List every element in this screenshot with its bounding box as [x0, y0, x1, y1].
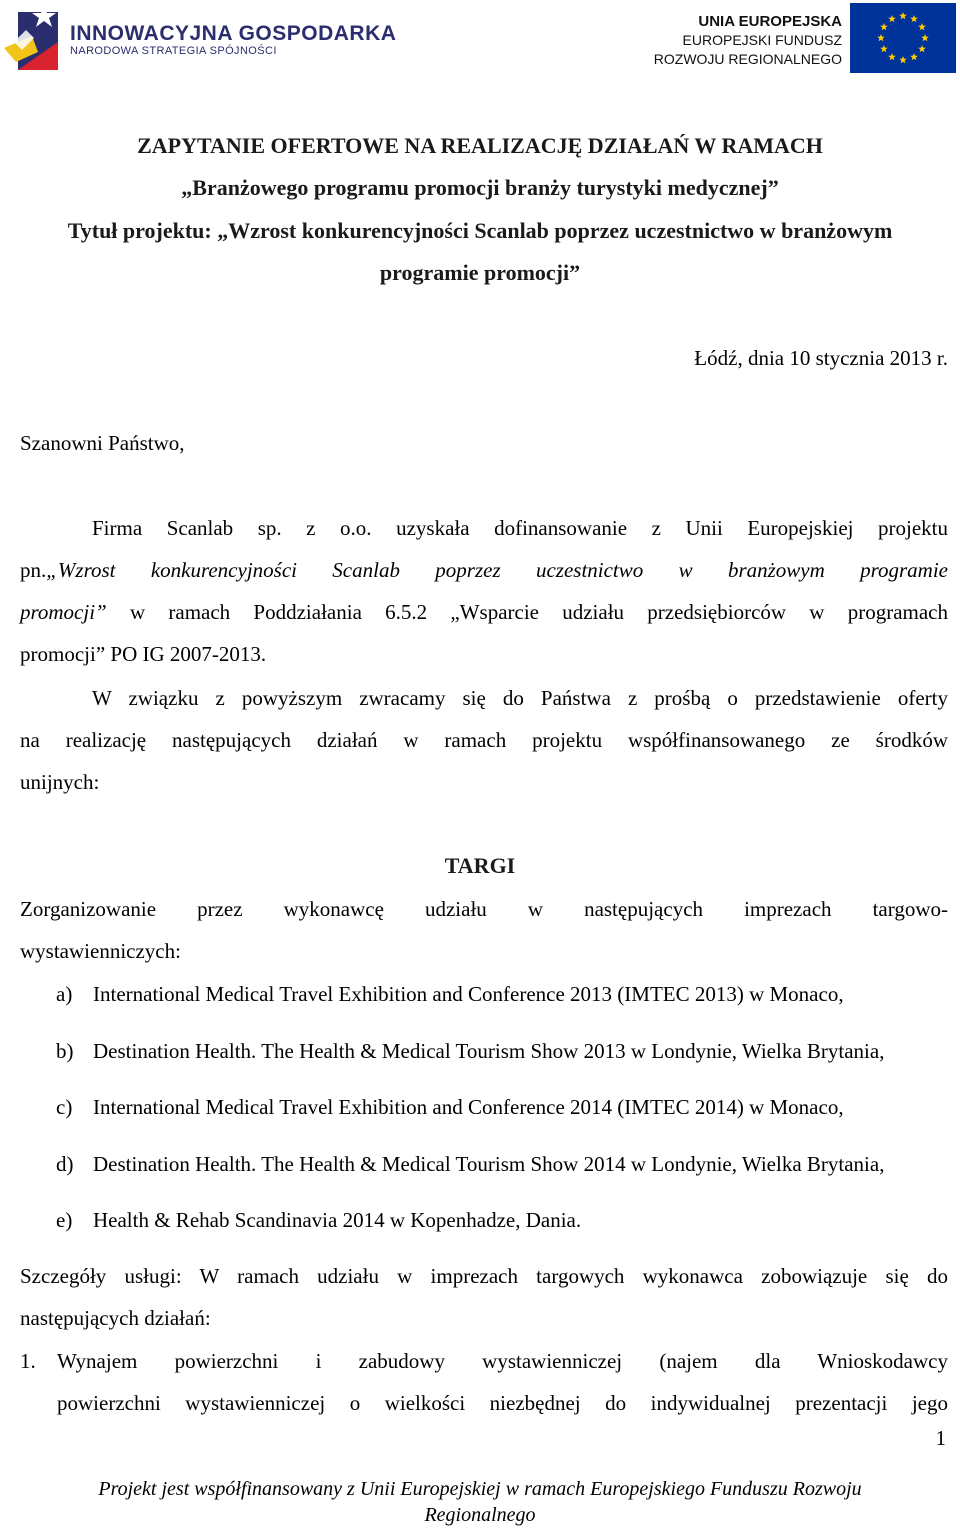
numbered-line-1: Wynajem powierzchni i zabudowy wystawienniczej (najem dla Wnioskodawcy	[57, 1349, 948, 1373]
salutation: Szanowni Państwo,	[20, 431, 185, 455]
document-date: Łódź, dnia 10 stycznia 2013 r.	[694, 346, 948, 370]
project-title-end: promocji”	[20, 600, 107, 624]
title-line-3: Tytuł projektu: „Wzrost konkurencyjności Scanlab poprzez uczestnictwo w branżowym	[67, 218, 893, 243]
event-label: c)	[56, 1095, 73, 1119]
ig-logo-title: INNOWACYJNA GOSPODARKA	[70, 22, 397, 45]
innowacyjna-gospodarka-logo-icon	[4, 2, 62, 72]
numbered-text	[57, 1340, 948, 1424]
event-label: e)	[56, 1208, 73, 1232]
eu-logo-text	[654, 12, 842, 69]
footer-line-2: Regionalnego	[424, 1504, 536, 1526]
page-number: 1	[935, 1426, 946, 1450]
intro-line-3	[20, 591, 948, 633]
footer-line-1: Projekt jest współfinansowany z Unii Europejskiej w ramach Europejskiego Funduszu Rozwoju	[98, 1478, 862, 1500]
event-item-c	[56, 1093, 948, 1121]
event-item-a	[56, 980, 948, 1008]
intro-line-1: Firma Scanlab sp. z o.o. uzyskała dofinansowanie z Unii Europejskiej projektu	[92, 516, 948, 540]
intro-paragraph	[20, 507, 948, 675]
ig-logo-subtitle: NARODOWA STRATEGIA SPÓJNOŚCI	[70, 45, 277, 57]
event-text: Health & Rehab Scandinavia 2014 w Kopenhadze, Dania.	[93, 1208, 582, 1232]
targi-intro-line-1: Zorganizowanie przez wykonawcę udziału w następujących imprezach targowo-	[20, 897, 948, 921]
request-paragraph	[20, 677, 948, 803]
request-line-3: unijnych:	[20, 770, 100, 794]
event-text: Destination Health. The Health & Medical Tourism Show 2013 w Londynie, Wielka Brytania,	[93, 1039, 885, 1063]
event-text: Destination Health. The Health & Medical Tourism Show 2014 w Londynie, Wielka Brytania,	[93, 1152, 885, 1176]
event-text: International Medical Travel Exhibition and Conference 2014 (IMTEC 2014) w Monaco,	[93, 1095, 844, 1119]
details-paragraph	[20, 1255, 948, 1339]
section-title-targi: TARGI	[444, 853, 516, 878]
targi-intro	[20, 888, 948, 972]
event-item-b	[56, 1037, 948, 1065]
event-text: International Medical Travel Exhibition and Conference 2013 (IMTEC 2013) w Monaco,	[93, 982, 844, 1006]
eu-line-2: EUROPEJSKI FUNDUSZ	[682, 32, 842, 48]
intro-pn: pn.	[20, 558, 47, 582]
numbered-item-1	[20, 1340, 948, 1424]
event-label: a)	[56, 982, 73, 1006]
event-item-e	[56, 1206, 948, 1234]
page-header	[0, 0, 960, 80]
eu-line-3: ROZWOJU REGIONALNEGO	[653, 51, 842, 67]
event-label: d)	[56, 1152, 74, 1176]
request-line-2: na realizację następujących działań w ramach projektu współfinansowanego ze środków	[20, 728, 948, 752]
intro-line-4: promocji” PO IG 2007-2013.	[20, 642, 267, 666]
title-line-4: programie promocji”	[379, 260, 581, 285]
page-footer	[0, 1476, 960, 1528]
eu-flag-icon	[850, 3, 956, 73]
title-line-2: „Branżowego programu promocji branży turystyki medycznej”	[181, 175, 779, 200]
intro-line-2	[20, 549, 948, 591]
request-line-1: W związku z powyższym zwracamy się do Państwa z prośbą o przedstawienie oferty	[92, 686, 948, 710]
details-line-1: Szczegóły usługi: W ramach udziału w imprezach targowych wykonawca zobowiązuje się do	[20, 1264, 948, 1288]
event-label: b)	[56, 1039, 74, 1063]
event-item-d	[56, 1150, 948, 1178]
project-title-italic: „Wzrost konkurencyjności Scanlab poprzez uczestnictwo w branżowym programie	[46, 558, 948, 582]
title-line-1: ZAPYTANIE OFERTOWE NA REALIZACJĘ DZIAŁAŃ W RAMACH	[137, 133, 823, 158]
numbered-line-2: powierzchni wystawienniczej o wielkości niezbędnej do indywidualnej prezentacji jego	[57, 1391, 948, 1415]
targi-intro-line-2: wystawienniczych:	[20, 939, 181, 963]
subaction-text: w ramach Poddziałania 6.5.2 „Wsparcie udziału przedsiębiorców w programach	[106, 600, 948, 624]
eu-line-1: UNIA EUROPEJSKA	[698, 13, 842, 30]
details-line-2: następujących działań:	[20, 1306, 211, 1330]
numbered-label: 1.	[20, 1349, 36, 1373]
